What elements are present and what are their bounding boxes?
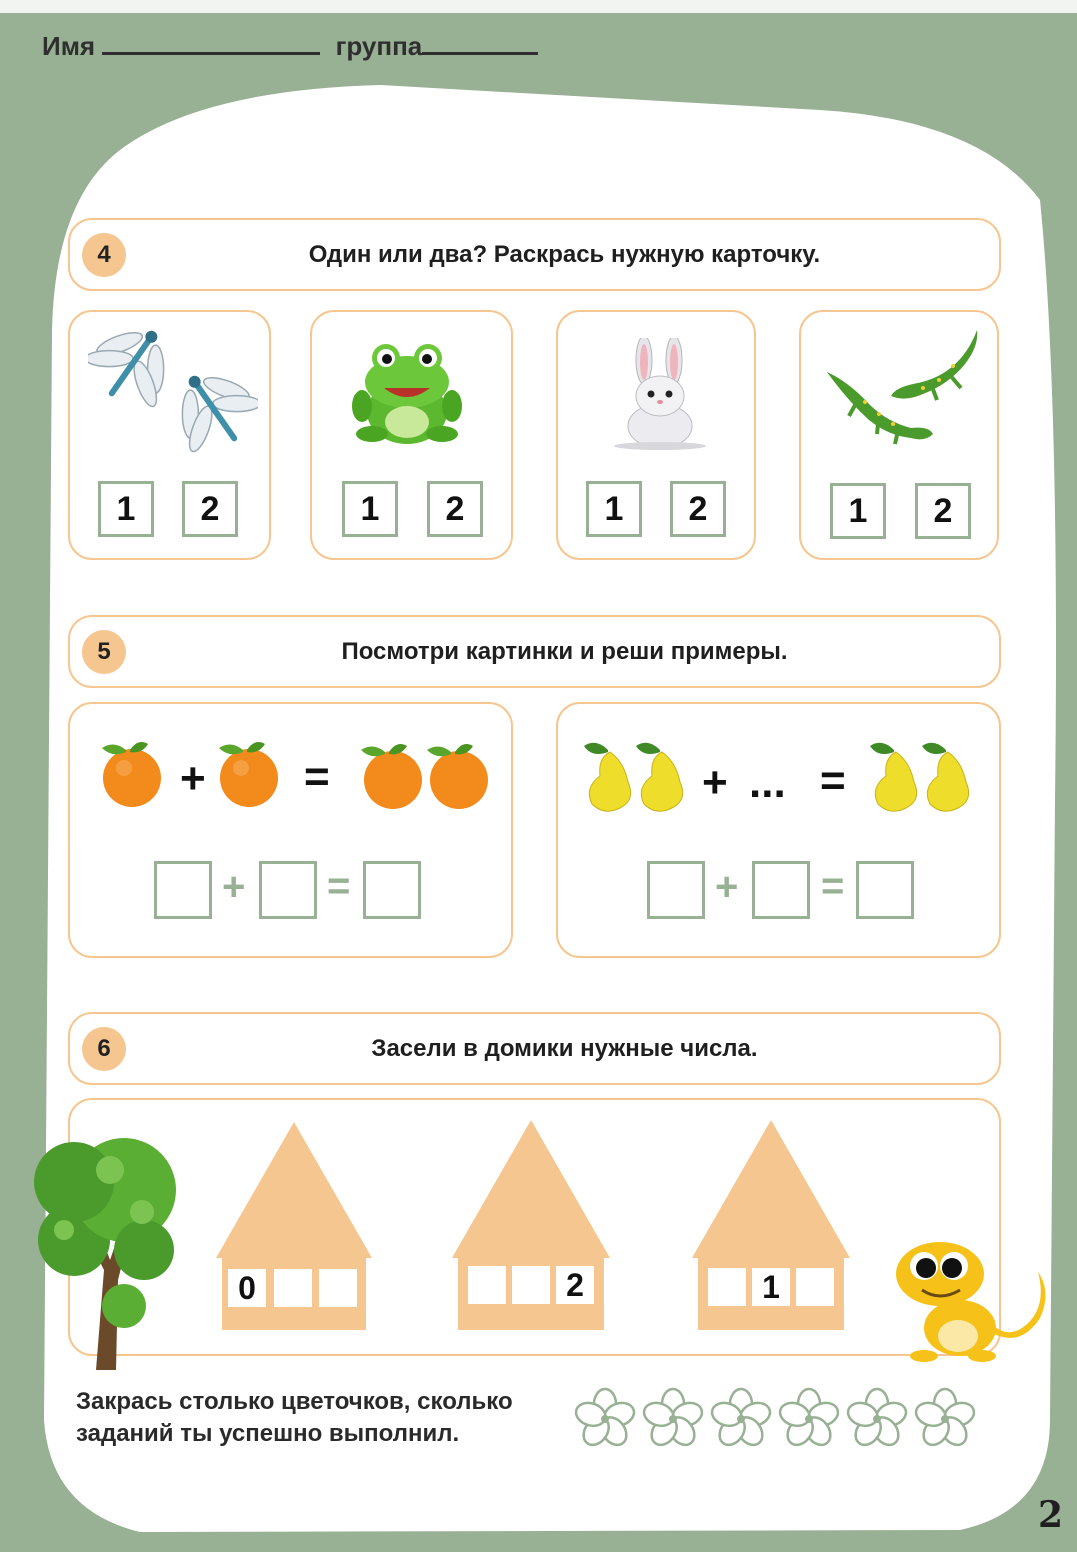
card1-option-1[interactable]: 1 [98,481,154,537]
card2-option-1[interactable]: 1 [342,481,398,537]
task6-title: Засели в домики нужные числа. [371,1034,758,1062]
task4-title: Один или два? Раскрась нужную карточку. [308,240,821,268]
box-plus-sign: + [222,865,246,909]
house3-window-1[interactable] [708,1268,746,1306]
flower-icon[interactable] [572,1386,638,1452]
frog-icon [352,334,462,452]
footer-instruction [76,1386,513,1450]
answer-box-1[interactable] [154,861,212,919]
page-number: 2 [1037,1494,1063,1536]
two-pears-icon [574,738,698,818]
lizards-icon [819,322,984,472]
flowers-row [572,1386,982,1456]
card4-option-2[interactable]: 2 [915,483,971,539]
task4-card-rabbit [556,310,756,560]
task6-number-badge: 6 [82,1027,126,1071]
answer-box-3[interactable] [856,861,914,919]
house1-window-3[interactable] [319,1269,357,1307]
task4-card-dragonflies [68,310,271,560]
two-pears-icon [860,738,984,818]
task5-title: Посмотри картинки и реши примеры. [341,637,788,665]
orange-icon [207,736,287,812]
task5-pears-example [556,702,1001,958]
orange-icon [90,736,170,812]
equals-sign: = [820,756,846,805]
task6-header [68,1012,1001,1085]
lizard-mascot-icon [888,1232,1056,1368]
plus-sign: + [180,754,206,803]
card2-option-2[interactable]: 2 [427,481,483,537]
box-equals-sign: = [327,864,351,908]
house1-window-1[interactable]: 0 [228,1269,266,1307]
dragonflies-icon [88,318,258,458]
missing-dots: ... [749,758,786,807]
house1-window-2[interactable] [274,1269,312,1307]
flower-icon[interactable] [640,1386,706,1452]
card4-option-1[interactable]: 1 [830,483,886,539]
task4-card-frog [310,310,513,560]
task4-header [68,218,1001,291]
flower-icon[interactable] [912,1386,978,1452]
house3-window-2[interactable]: 1 [752,1268,790,1306]
house3-window-3[interactable] [796,1268,834,1306]
house-2 [452,1118,610,1330]
answer-box-2[interactable] [752,861,810,919]
house2-window-3[interactable]: 2 [556,1266,594,1304]
task4-card-lizards [799,310,999,560]
name-label: Имя [42,31,96,61]
flower-icon[interactable] [708,1386,774,1452]
house2-window-2[interactable] [512,1266,550,1304]
house-3 [692,1118,850,1330]
equals-sign: = [304,752,330,801]
task4-number-badge: 4 [82,233,126,277]
footer-line-1: Закрась столько цветочков, сколько [76,1388,513,1415]
answer-box-1[interactable] [647,861,705,919]
plus-sign: + [702,758,728,807]
house2-window-1[interactable] [468,1266,506,1304]
box-equals-sign: = [821,864,845,908]
answer-box-2[interactable] [259,861,317,919]
answer-box-3[interactable] [363,861,421,919]
rabbit-icon [608,338,712,450]
flower-icon[interactable] [776,1386,842,1452]
footer-line-2: заданий ты успешно выполнил. [76,1420,460,1447]
box-plus-sign: + [715,865,739,909]
card3-option-1[interactable]: 1 [586,481,642,537]
card1-option-2[interactable]: 2 [182,481,238,537]
card3-option-2[interactable]: 2 [670,481,726,537]
group-label: группа [335,31,423,61]
tree-icon [14,1120,190,1376]
task5-header [68,615,1001,688]
flower-icon[interactable] [844,1386,910,1452]
house-1 [216,1120,372,1330]
task5-number-badge: 5 [82,630,126,674]
task5-oranges-example [68,702,513,958]
two-oranges-icon [347,736,493,812]
